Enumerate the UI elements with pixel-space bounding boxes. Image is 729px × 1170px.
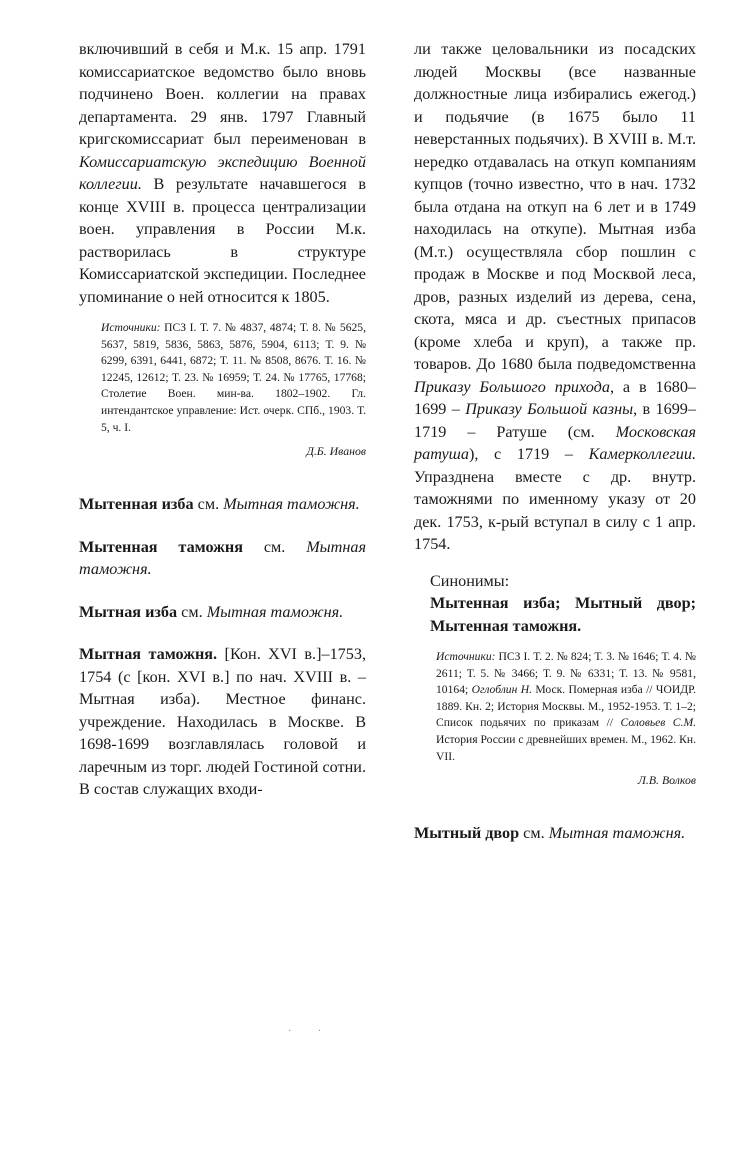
article-text: , а в 1680–1699 – bbox=[414, 377, 697, 418]
article-text: ), с 1719 – bbox=[468, 445, 589, 463]
right-column bbox=[414, 38, 696, 845]
article-text: , в 1699–1719 – Ратуше (см. bbox=[414, 400, 696, 441]
sources-label: Источники: bbox=[101, 321, 161, 334]
see-label: см. bbox=[519, 824, 549, 843]
cross-reference[interactable]: Камерколлегии. bbox=[588, 445, 696, 463]
sources-block bbox=[436, 649, 696, 765]
cross-reference[interactable]: Московская ратуша bbox=[414, 422, 696, 463]
entry-mytny-dvor bbox=[414, 822, 696, 845]
left-column bbox=[79, 38, 366, 801]
sources-text: История России с древнейших времен. М., 1962. Кн. VII. bbox=[436, 732, 696, 763]
entry-heading: Мытная изба bbox=[79, 602, 178, 621]
author-signature: Л.В. Волков bbox=[637, 773, 696, 788]
entry-heading: Мытная таможня. bbox=[79, 645, 218, 664]
entry-text: [Кон. XVI в.]–1753, 1754 (с [кон. XVI в.] по нач. XVIII в. – Мытная изба). Местное финанс. учреждение. Находилась в Москве. В 1698-1699 возглавлялась головой и ларечным из торг. людей Гостиной сотни. В состав служащих входи- bbox=[79, 645, 366, 799]
scan-speck-dots: · · bbox=[288, 1026, 334, 1037]
synonyms-list: Мытенная изба; Мытный двор; Мытенная таможня. bbox=[430, 594, 696, 635]
see-label: см. bbox=[193, 495, 224, 514]
cross-reference[interactable]: Мытная таможня. bbox=[223, 495, 360, 514]
cross-reference[interactable]: Мытная таможня. bbox=[206, 602, 344, 621]
sources-author: Соловьев С.М. bbox=[620, 716, 696, 730]
cross-reference[interactable]: Приказу Большой казны bbox=[465, 400, 634, 418]
article-text: ли также целовальники из посадских людей Москвы (все названные должностные лица избирались ежегод.) и подьячие (в 1675 было 11 неверстанных подьячих). В XVIII в. М.т. нередко отдавалась на откуп компаниям купцов (точно известно, что в нач. 1732 была отдана на откуп на 6 лет и в 1749 находилась на откупе). Мытная изба (М.т.) осуществляла сбор пошлин с продаж в Москве и под Москвой леса, дров, разных изделий из дерева, сена, скота, мяса и др. съестных припасов (кроме хлеба и круп), а также пр. товаров. До 1680 была подведомственна bbox=[414, 40, 696, 373]
article-continuation bbox=[79, 38, 366, 308]
sources-block bbox=[101, 320, 366, 436]
sources-text: ПСЗ I. Т. 7. № 4837, 4874; Т. 8. № 5625, 5637, 5819, 5836, 5863, 5876, 5904, 6113; Т. 9. № 6299, 6391, 6441, 6872; Т. 11. № 8508, 8676. Т. 16. № 12245, 12612; Т. 23. № 16959; Т. 24. № 17765, 17768; Столетие Воен. мин-ва. 1802–1902. Гл. интендантское управление: Ист. очерк. СПб., 1903. Т. 5, ч. I. bbox=[101, 321, 366, 434]
entry-heading: Мытный двор bbox=[414, 824, 520, 843]
article-italic-ref: Комиссариатскую экспедицию Военной коллегии. bbox=[79, 152, 366, 193]
see-label: см. bbox=[177, 602, 207, 621]
entry-heading: Мытенная изба bbox=[79, 495, 194, 514]
cross-reference[interactable]: Приказу Большого прихода bbox=[414, 377, 610, 396]
sources-text: ПСЗ I. Т. 2. № 824; Т. 3. № 1646; Т. 4. № 2611; Т. 5. № 3466; Т. 9. № 6331; Т. 13. № 9581, 10164; bbox=[436, 650, 696, 697]
article-text-end: В результате начавшегося в конце XVIII в. процесса централизации воен. управления в России М.к. растворилась в структуре Комиссариатской экспедиции. Последнее упоминание о ней относится к 1805. bbox=[79, 175, 366, 306]
sources-text: Моск. Померная изба // ЧОИДР. 1889. Кн. 2; История Москвы. М., 1952-1953. Т. 1–2; Список подьячих по приказам // bbox=[436, 683, 696, 730]
synonyms-label: Синонимы: bbox=[430, 571, 510, 590]
article-text: Упразднена вместе с др. внутр. таможнями по именному указу от 20 дек. 1753, к-рый вступал в силу с 1 апр. 1754. bbox=[414, 467, 696, 553]
cross-reference[interactable]: Мытная таможня. bbox=[548, 824, 686, 843]
entry-mytennaya-tamozhnya bbox=[79, 536, 366, 581]
see-label: см. bbox=[243, 537, 307, 556]
article-body bbox=[414, 38, 696, 556]
entry-heading: Мытенная таможня bbox=[79, 537, 243, 556]
entry-mytennaya-izba bbox=[79, 493, 366, 516]
article-text: включивший в себя и М.к. 15 апр. 1791 комиссариатское ведомство было вновь подчинено Воен. коллегии на правах департамента. 29 янв. 1797 Главный кригскомиссариат был переименован в bbox=[79, 40, 366, 148]
cross-reference[interactable]: Мытная таможня. bbox=[79, 537, 366, 579]
entry-mytnaya-izba bbox=[79, 601, 366, 624]
sources-author: Оглоблин Н. bbox=[471, 683, 532, 697]
entry-mytnaya-tamozhnya bbox=[79, 643, 366, 801]
author-signature: Д.Б. Иванов bbox=[306, 444, 366, 459]
sources-label: Источники: bbox=[436, 650, 496, 663]
